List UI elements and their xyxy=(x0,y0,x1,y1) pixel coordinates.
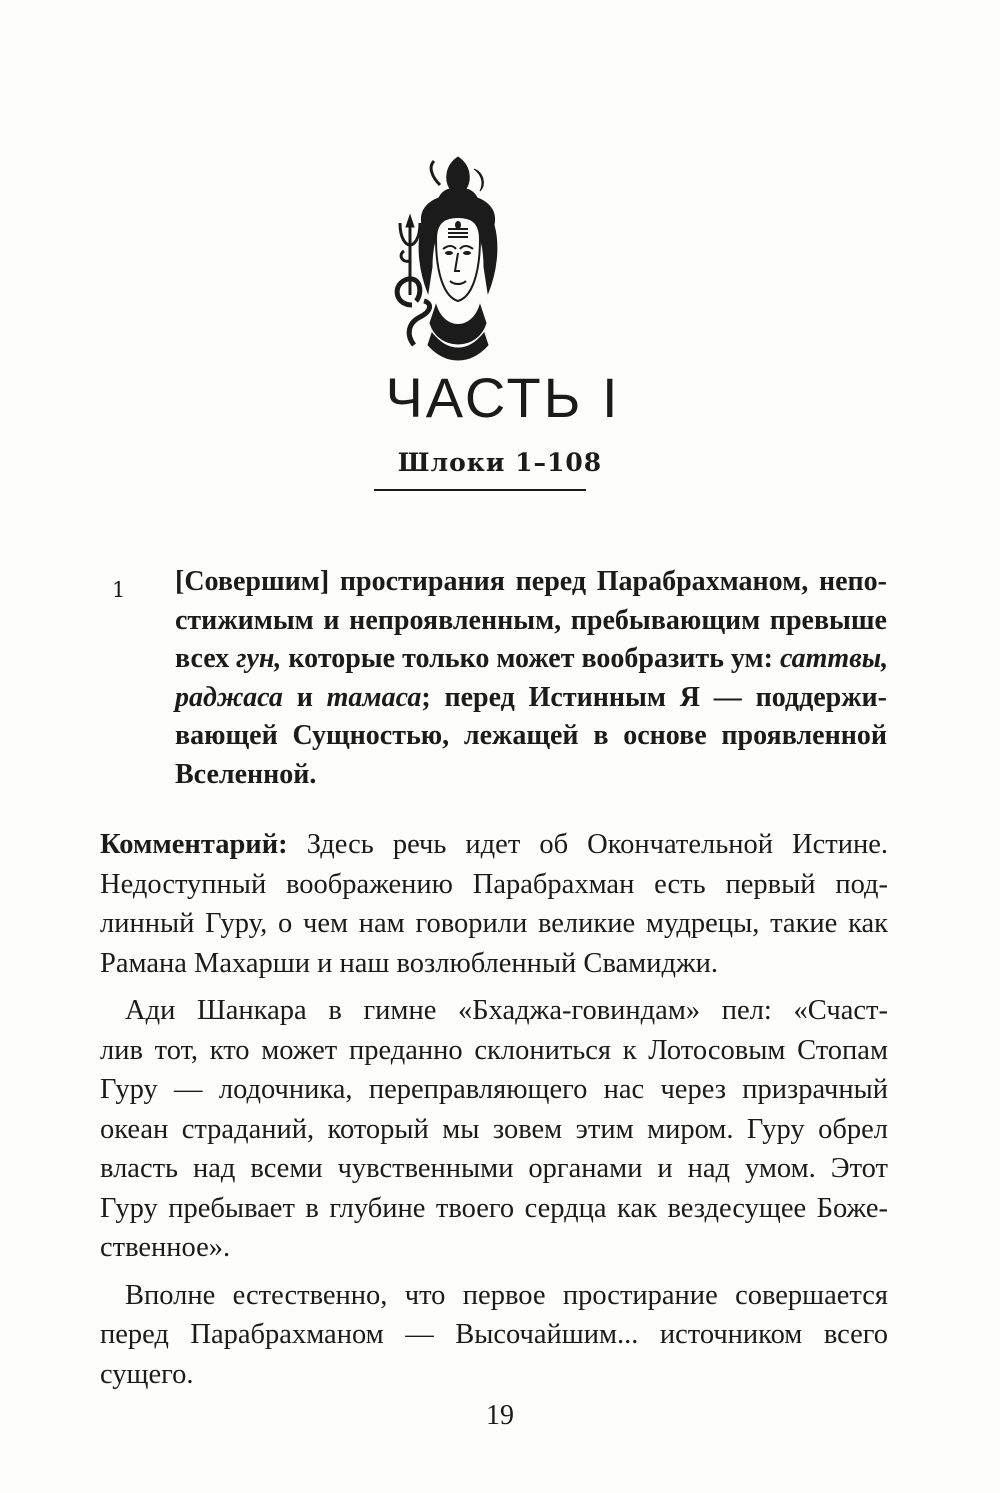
commentary-line: сущего. xyxy=(100,1358,194,1390)
shloka-range-subtitle: Шлоки 1–108 xyxy=(397,448,603,477)
commentary-line: лив тот, кто может преданно склониться к Лотосовым Стопам xyxy=(100,1034,888,1066)
commentary-line: Гуру — лодочника, переправляющего нас через призрачный xyxy=(100,1074,888,1105)
verse-line: стижимым и непроявленным, пребывающим превыше xyxy=(175,604,887,636)
verse-line: всех гун, которые только может вообразить ум: саттвы, xyxy=(175,643,889,674)
commentary-line: линный Гуру, о чем нам говорили великие мудрецы, такие как xyxy=(100,908,888,939)
verse-text xyxy=(175,563,887,794)
commentary-line: Вполне естественно, что первое простирание совершается xyxy=(125,1279,888,1311)
verse-line: [Совершим] простирания перед Парабрахманом, непо- xyxy=(175,566,887,597)
commentary-line: власть над всеми чувственными органами и над умом. Этот xyxy=(100,1153,888,1184)
part-title: ЧАСТЬ I xyxy=(385,366,621,429)
commentary-line: Комментарий: Здесь речь идет об Окончательной Истине. xyxy=(100,829,888,860)
page-number: 19 xyxy=(486,1400,514,1431)
commentary-line: Рамана Махарши и наш возлюбленный Свамиджи. xyxy=(100,947,719,979)
commentary-label: Комментарий: xyxy=(100,829,288,860)
commentary-line: океан страданий, который мы зовем этим миром. Гуру обрел xyxy=(100,1113,888,1145)
verse-line: раджаса и тамаса; перед Истинным Я — поддержи- xyxy=(175,681,887,713)
verse-line: Вселенной. xyxy=(175,758,317,790)
commentary-line: Недоступный воображению Парабрахман есть первый под- xyxy=(100,868,888,900)
commentary-line: перед Парабрахманом — Высочайшим... источником всего xyxy=(100,1319,888,1350)
verse-line: вающей Сущностью, лежащей в основе проявленной xyxy=(175,720,887,751)
title-underline xyxy=(374,489,586,491)
commentary-line: ственное». xyxy=(100,1232,231,1263)
commentary-line: Ади Шанкара в гимне «Бхаджа-говиндам» пел: «Счаст- xyxy=(125,995,888,1026)
verse-number: 1 xyxy=(112,578,126,602)
shiva-emblem-illustration xyxy=(388,155,528,365)
commentary xyxy=(100,825,888,1394)
commentary-line: Гуру пребывает в глубине твоего сердца как вездесущее Боже- xyxy=(100,1192,888,1224)
